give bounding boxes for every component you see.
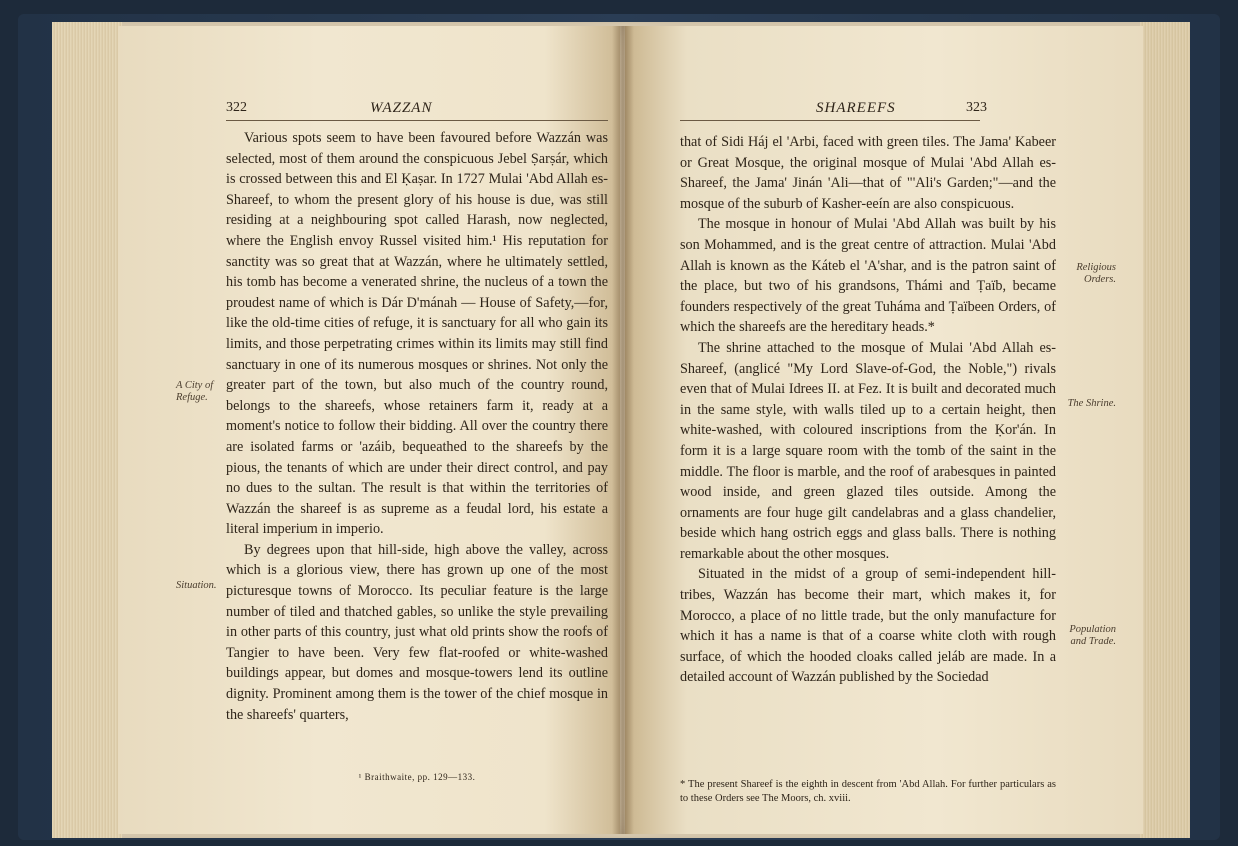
margin-note-the-shrine: The Shrine. <box>1067 398 1116 409</box>
book-gutter <box>612 26 634 834</box>
margin-note-situation: Situation. <box>176 580 217 591</box>
left-running-head: WAZZAN <box>370 100 433 116</box>
right-running-head: SHAREEFS <box>816 100 896 116</box>
left-paragraph-1: Various spots seem to have been favoured before Wazzán was selected, most of them around the conspicuous Jebel Ṣarṣár, which is crossed between this and El Ḳaṣar. In 1727 Mulai 'Abd Allah es-Shareef, to whom the present glory of his house is due, was still residing at a neighbouring spot called Harash, now neglected, where the English envoy Russel visited him.¹ His reputation for sanctity was so great that at Wazzán, where he ultimately settled, his tomb has become a venerated shrine, the nucleus of a town the proudest name of which is Dár D'mánah — House of Safety,—for, like the old-time cities of refuge, it is sanctuary for all who gain its limits, and those perpetrating crimes within its limits may still find sanctuary in one of its numerous mosques or shrines. Not only the greater part of the town, but also much of the country round, belongs to the shareefs, whose retainers farm it, ready at a moment's notice to follow their bidding. All over the country there are isolated farms or 'azáib, bequeathed to the shareefs by the pious, the tenants of which are under their direct control, and pay no dues to the sultan. The result is that within the territories of Wazzán the shareef is as supreme as a feudal lord, his estate a literal imperium in imperio. <box>226 130 608 538</box>
margin-note-religious-orders: Religious Orders. <box>1076 262 1116 285</box>
page-edges-left <box>52 22 122 838</box>
left-paragraph-2: By degrees upon that hill-side, high above the valley, across which is a glorious view, there has grown up one of the most picturesque towns of Morocco. Its peculiar feature is the large number of tiled and thatched gables, so unlike the style prevailing in other parts of this country, just what old prints show the roofs of Tangier to have been. Very few flat-roofed or white-washed buildings appear, but domes and mosque-towers lend its outline dignity. Prominent among them is the tower of the chief mosque in the shareefs' quarters, <box>226 541 608 723</box>
left-page-number: 322 <box>226 100 247 115</box>
right-footnote: * The present Shareef is the eighth in descent from 'Abd Allah. For further particulars as to these Orders see The Moors, ch. xviii. <box>680 779 1056 804</box>
page-edges-right <box>1140 22 1190 838</box>
right-page-number: 323 <box>966 100 987 115</box>
right-body-text <box>680 132 1056 688</box>
left-footnote: ¹ Braithwaite, pp. 129—133. <box>358 772 476 782</box>
left-header-rule <box>226 120 608 121</box>
right-header-rule <box>680 120 980 121</box>
left-body-text <box>226 128 608 725</box>
right-paragraph-1: that of Sidi Háj el 'Arbi, faced with green tiles. The Jama' Kabeer or Great Mosque, the original mosque of Mulai 'Abd Allah es-Shareef, the Jama' Jinán 'Ali—that of "'Ali's Garden;"—and the mosque of the suburb of Kasher-eeín are also conspicuous. <box>680 134 1056 212</box>
right-paragraph-4: Situated in the midst of a group of semi-independent hill-tribes, Wazzán has become their mart, which makes it, for Morocco, a place of no little trade, but the only manufacture for which it has a name is that of a coarse white cloth with rough surface, of which the hooded cloaks called jeláb are made. In a detailed account of Wazzán published by the Sociedad <box>680 566 1056 686</box>
margin-note-population-trade: Population and Trade. <box>1069 624 1116 647</box>
right-paragraph-2: The mosque in honour of Mulai 'Abd Allah was built by his son Mohammed, and is the great centre of attraction. Mulai 'Abd Allah is known as the Káteb el 'A'shar, and is the patron saint of the place, but two of his grandsons, Thámi and Ṭaïb, became founders respectively of the great Tuháma and Ṭaïbeen Orders, of which the shareefs are the hereditary heads.* <box>680 216 1056 336</box>
margin-note-city-of-refuge: A City of Refuge. <box>176 380 214 403</box>
right-paragraph-3: The shrine attached to the mosque of Mulai 'Abd Allah es-Shareef, (anglicé "My Lord Slave-of-God, the Noble,") rivals even that of Mulai Idrees II. at Fez. It is built and decorated much in the same style, with walls tiled up to a certain height, then white-washed, with coloured inscriptions from the Ḳor'án. In form it is a large square room with the tomb of the saint in the middle. The floor is marble, and the roof of arabesques in painted wood inside, and green glazed tiles outside. Among the ornaments are four huge gilt candelabras and a glass chandelier, beside which hang ostrich eggs and glass balls. There is nothing remarkable about the other mosques. <box>680 339 1056 562</box>
